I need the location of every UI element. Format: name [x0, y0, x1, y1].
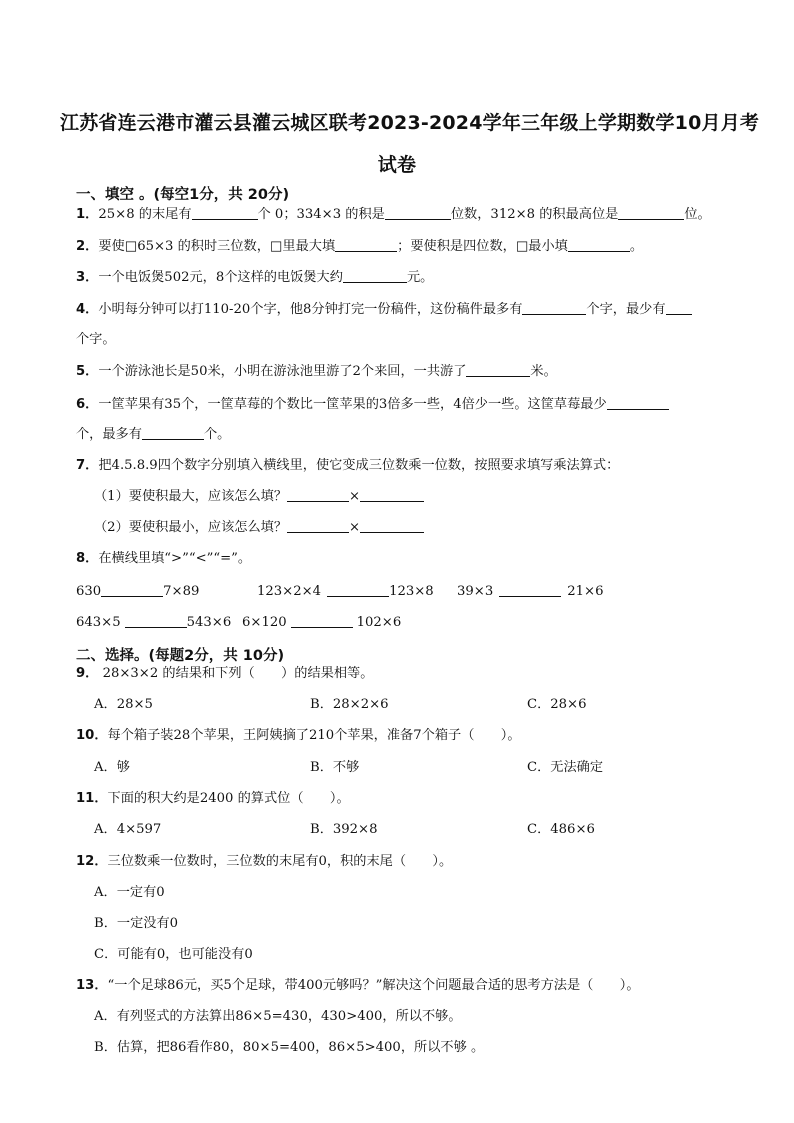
question-text: 。 — [629, 239, 644, 254]
answer-blank[interactable] — [101, 582, 163, 597]
section-choice-heading: 二、选择。(每题2分，共 10分) — [76, 648, 285, 664]
question-number: 7． — [76, 458, 99, 473]
answer-blank[interactable] — [287, 487, 349, 502]
option-b[interactable]: B．392×8 — [310, 822, 378, 837]
compare-item — [257, 582, 434, 602]
answer-blank[interactable] — [499, 582, 561, 597]
question-text: 元。 — [406, 270, 434, 285]
question-text: “一个足球86元，买5个足球，带400元够吗？”解决这个问题最合适的思考方法是（ ）。 — [107, 978, 640, 993]
answer-blank[interactable] — [618, 205, 684, 220]
compare-item — [76, 582, 199, 602]
exam-title-line2: 试卷 — [377, 154, 417, 176]
question-number: 2． — [76, 239, 99, 254]
question-text: 一筐苹果有35个，一筐草莓的个数比一筐苹果的3倍多一些，4倍少一些。这筐草莓最少 — [98, 397, 607, 412]
answer-blank[interactable] — [343, 268, 407, 283]
question-1 — [76, 205, 711, 225]
question-text: （1）要使积最大，应该怎么填？ — [94, 489, 288, 504]
question-number: 1． — [76, 207, 99, 222]
question-number: 13． — [76, 978, 108, 993]
question-text: 米。 — [530, 364, 557, 379]
question-12 — [76, 852, 452, 872]
option-b[interactable]: B．28×2×6 — [310, 697, 389, 712]
answer-blank[interactable] — [192, 205, 258, 220]
question-text: 三位数乘一位数时，三位数的末尾有0，积的末尾（ ）。 — [107, 854, 453, 869]
option-a[interactable]: A．4×597 — [94, 822, 162, 837]
answer-blank[interactable] — [385, 205, 451, 220]
compare-item — [76, 613, 231, 633]
expression: 543×6 — [186, 615, 232, 630]
question-text: 个。 — [203, 427, 231, 442]
option-a[interactable]: A．28×5 — [94, 697, 153, 712]
times-sign: × — [349, 520, 361, 535]
expression: 39×3 — [457, 584, 494, 599]
answer-blank[interactable] — [666, 300, 692, 315]
question-2 — [76, 237, 643, 257]
expression: 123×8 — [389, 584, 434, 599]
option-a[interactable]: A．有列竖式的方法算出86×5=430，430>400，所以不够。 — [94, 1009, 462, 1024]
question-text: ；要使积是四位数，□最小填 — [397, 239, 568, 254]
exam-title-line1: 江苏省连云港市灌云县灌云城区联考2023-2024学年三年级上学期数学10月月考 — [60, 112, 760, 134]
question-number: 10． — [76, 728, 108, 743]
question-4 — [76, 300, 692, 320]
answer-blank[interactable] — [142, 425, 204, 440]
question-text: 一个游泳池长是50米，小明在游泳池里游了2个来回，一共游了 — [98, 364, 467, 379]
question-number: 3． — [76, 270, 99, 285]
answer-blank[interactable] — [360, 487, 424, 502]
question-text: 位。 — [684, 207, 711, 222]
question-text: （2）要使积最小，应该怎么填？ — [94, 520, 288, 535]
question-number: 4． — [76, 302, 99, 317]
question-text: 位数，312×8 的积最高位是 — [450, 207, 619, 222]
option-b[interactable]: B．估算，把86看作80，80×5=400，86×5>400，所以不够 。 — [94, 1040, 485, 1055]
question-11 — [76, 789, 350, 809]
question-text: 在横线里填“>”“<”“=”。 — [98, 551, 252, 566]
question-6 — [76, 395, 669, 415]
question-number: 9． — [76, 666, 99, 681]
question-number: 8． — [76, 551, 99, 566]
question-7-part-1 — [94, 487, 424, 507]
question-text: 把4.5.8.9四个数字分别填入横线里，使它变成三位数乘一位数，按照要求填写乘法算式： — [98, 458, 620, 473]
option-c[interactable]: C．可能有0，也可能没有0 — [94, 947, 253, 962]
answer-blank[interactable] — [327, 582, 389, 597]
expression: 6×120 — [242, 615, 287, 630]
option-c[interactable]: C．无法确定 — [527, 760, 604, 775]
option-b[interactable]: B．一定没有0 — [94, 916, 179, 931]
expression: 102×6 — [356, 615, 402, 630]
answer-blank[interactable] — [568, 237, 630, 252]
question-6-continued — [76, 425, 230, 445]
expression: 630 — [76, 584, 102, 599]
answer-blank[interactable] — [466, 362, 530, 377]
option-a[interactable]: A．一定有0 — [94, 885, 165, 900]
times-sign: × — [349, 489, 361, 504]
question-number: 11． — [76, 791, 108, 806]
question-number: 12． — [76, 854, 108, 869]
question-text: 每个箱子装28个苹果，王阿姨摘了210个苹果，准备7个箱子（ ）。 — [107, 728, 521, 743]
question-3 — [76, 268, 433, 288]
expression: 7×89 — [163, 584, 200, 599]
section-fill-in-heading: 一、填空 。(每空1分，共 20分) — [76, 187, 290, 203]
answer-blank[interactable] — [607, 395, 669, 410]
question-8 — [76, 549, 251, 569]
compare-item — [242, 613, 401, 633]
question-7-part-2 — [94, 518, 424, 538]
expression: 643×5 — [76, 615, 121, 630]
question-text: 要使□65×3 的积时三位数，□里最大填 — [98, 239, 336, 254]
answer-blank[interactable] — [291, 613, 353, 628]
compare-item — [457, 582, 603, 602]
option-a[interactable]: A．够 — [94, 760, 130, 775]
question-number: 6． — [76, 397, 99, 412]
answer-blank[interactable] — [287, 518, 349, 533]
question-5 — [76, 362, 557, 382]
question-4-continued: 个字。 — [76, 332, 116, 347]
option-c[interactable]: C．28×6 — [527, 697, 587, 712]
question-text: 小明每分钟可以打110-20个字，他8分钟打完一份稿件，这份稿件最多有 — [98, 302, 523, 317]
question-text: 28×3×2 的结果和下列（ ）的结果相等。 — [98, 666, 374, 681]
answer-blank[interactable] — [360, 518, 424, 533]
answer-blank[interactable] — [335, 237, 397, 252]
question-13 — [76, 976, 640, 996]
question-number: 5． — [76, 364, 99, 379]
question-text: 个，最多有 — [76, 427, 142, 442]
option-c[interactable]: C．486×6 — [527, 822, 595, 837]
answer-blank[interactable] — [125, 613, 187, 628]
question-7 — [76, 456, 619, 476]
question-text: 一个电饭煲502元，8个这样的电饭煲大约 — [98, 270, 343, 285]
question-text: 个 0；334×3 的积是 — [257, 207, 385, 222]
question-9 — [76, 664, 373, 684]
expression: 123×2×4 — [257, 584, 322, 599]
option-b[interactable]: B．不够 — [310, 760, 360, 775]
expression: 21×6 — [567, 584, 604, 599]
question-text: 下面的积大约是2400 的算式位（ ）。 — [107, 791, 350, 806]
question-10 — [76, 726, 521, 746]
answer-blank[interactable] — [522, 300, 586, 315]
question-text: 个字，最少有 — [586, 302, 666, 317]
question-text: 25×8 的末尾有 — [98, 207, 192, 222]
